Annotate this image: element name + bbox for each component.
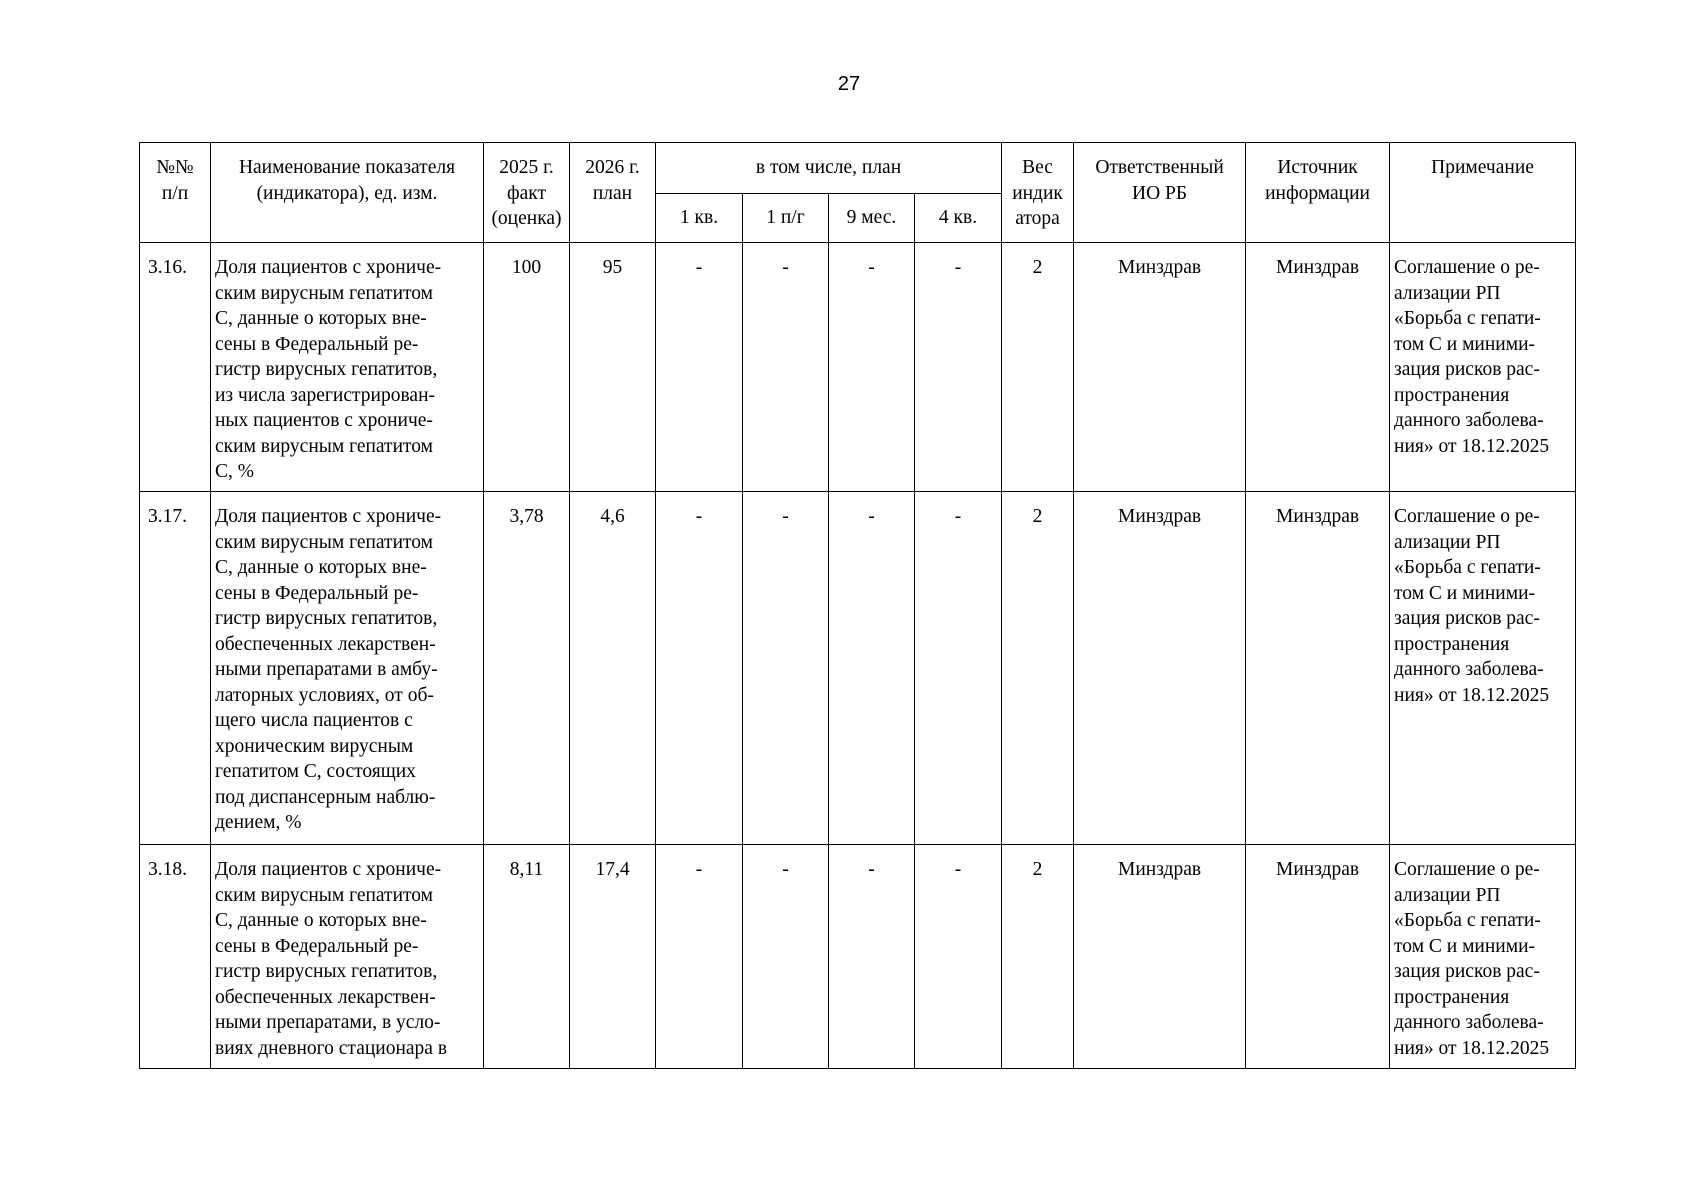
note-line: данного заболева-	[1394, 410, 1544, 431]
note-line: Соглашение о ре-	[1394, 859, 1540, 880]
q4-value: -	[915, 243, 1002, 492]
indicator-name	[211, 243, 484, 492]
note-line: «Борьба с гепати-	[1394, 557, 1541, 578]
header-2026-line: 2026 г.	[585, 157, 640, 178]
indicator-name-line: ским вирусным гепатитом	[215, 531, 433, 553]
indicator-name-line: ными препаратами в амбу-	[215, 659, 438, 680]
note-line: том С и миними-	[1394, 582, 1536, 604]
h1-value: -	[743, 845, 829, 1069]
header-note: Примечание	[1390, 143, 1576, 243]
responsible-value: Минздрав	[1074, 845, 1246, 1069]
header-indicator-name	[211, 143, 484, 243]
9m-value: -	[829, 845, 915, 1069]
indicator-name-line: С, данные о которых вне-	[215, 308, 427, 329]
header-9m: 9 мес.	[829, 194, 915, 243]
header-source	[1246, 143, 1390, 243]
note-line: данного заболева-	[1394, 1012, 1544, 1033]
source-value: Минздрав	[1246, 492, 1390, 845]
note-line: зация рисков рас-	[1394, 359, 1540, 380]
row-number: 3.16.	[140, 243, 211, 492]
fact-2025-value: 100	[484, 243, 570, 492]
q4-value: -	[915, 492, 1002, 845]
source-value: Минздрав	[1246, 845, 1390, 1069]
header-responsible-line: Ответственный	[1095, 157, 1224, 178]
indicator-name-line: обеспеченных лекарствен-	[215, 986, 436, 1008]
note-line: том С и миними-	[1394, 935, 1536, 957]
note-line: пространения	[1394, 633, 1510, 655]
indicator-name-line: ским вирусным гепатитом	[215, 435, 433, 457]
header-name-line: Наименование показателя	[238, 157, 456, 178]
note-line: Соглашение о ре-	[1394, 506, 1540, 527]
header-2025-line: (оценка)	[491, 208, 562, 229]
indicator-name-line: хроническим вирусным	[215, 735, 414, 757]
indicators-table	[139, 142, 1576, 1069]
note-line: том С и миними-	[1394, 333, 1536, 355]
note-line: зация рисков рас-	[1394, 608, 1540, 629]
header-source-line: Источник	[1277, 157, 1358, 178]
source-value: Минздрав	[1246, 243, 1390, 492]
indicator-name-line: гистр вирусных гепатитов,	[215, 359, 438, 380]
indicator-name-line: обеспеченных лекарствен-	[215, 633, 436, 655]
indicator-name-line: гистр вирусных гепатитов,	[215, 608, 438, 629]
indicator-name-line: С, %	[215, 461, 254, 482]
note-line: «Борьба с гепати-	[1394, 910, 1541, 931]
header-weight	[1002, 143, 1074, 243]
indicator-name-line: ским вирусным гепатитом	[215, 884, 433, 906]
indicator-name-line: Доля пациентов с хрониче-	[215, 506, 442, 527]
header-num	[140, 143, 211, 243]
q1-value: -	[656, 243, 743, 492]
note-line: ния» от 18.12.2025	[1394, 684, 1550, 706]
q1-value: -	[656, 845, 743, 1069]
indicator-name-line: Доля пациентов с хрониче-	[215, 257, 442, 278]
indicator-name	[211, 845, 484, 1069]
note-line: ния» от 18.12.2025	[1394, 1037, 1550, 1059]
indicator-name-line: ными препаратами, в усло-	[215, 1012, 441, 1033]
weight-value: 2	[1002, 492, 1074, 845]
note-line: ализации РП	[1394, 282, 1501, 304]
table-row	[140, 243, 1576, 492]
indicator-name-line: С, данные о которых вне-	[215, 557, 427, 578]
note-cell	[1390, 492, 1576, 845]
note-line: «Борьба с гепати-	[1394, 308, 1541, 329]
header-weight-line: атора	[1015, 208, 1060, 229]
indicator-name-line: виях дневного стационара в	[215, 1037, 448, 1059]
fact-2025-value: 8,11	[484, 845, 570, 1069]
indicator-name-line: гепатитом С, состоящих	[215, 761, 416, 782]
note-line: ализации РП	[1394, 884, 1501, 906]
header-2025-line: факт	[506, 182, 547, 204]
plan-2026-value: 95	[570, 243, 656, 492]
h1-value: -	[743, 243, 829, 492]
indicator-name	[211, 492, 484, 845]
plan-2026-value: 4,6	[570, 492, 656, 845]
weight-value: 2	[1002, 845, 1074, 1069]
header-plan-breakdown: в том числе, план	[656, 143, 1002, 194]
note-line: пространения	[1394, 986, 1510, 1008]
page-number: 27	[837, 73, 861, 95]
header-weight-line: Вес	[1022, 157, 1053, 178]
indicator-name-line: Доля пациентов с хрониче-	[215, 859, 442, 880]
indicator-name-line: под диспансерным наблю-	[215, 786, 436, 808]
header-fact-2025	[484, 143, 570, 243]
indicator-name-line: щего числа пациентов с	[215, 710, 413, 731]
header-q4: 4 кв.	[915, 194, 1002, 243]
indicator-name-line: сены в Федеральный ре-	[215, 935, 419, 957]
note-cell	[1390, 845, 1576, 1069]
h1-value: -	[743, 492, 829, 845]
9m-value: -	[829, 243, 915, 492]
header-h1: 1 п/г	[743, 194, 829, 243]
header-responsible-line: ИО РБ	[1132, 182, 1188, 204]
indicator-name-line: латорных условиях, от об-	[215, 684, 434, 706]
header-num-line: п/п	[161, 182, 189, 204]
indicator-name-line: С, данные о которых вне-	[215, 910, 427, 931]
header-2025-line: 2025 г.	[499, 157, 554, 178]
note-line: ализации РП	[1394, 531, 1501, 553]
q1-value: -	[656, 492, 743, 845]
note-line: зация рисков рас-	[1394, 961, 1540, 982]
indicator-name-line: из числа зарегистрирован-	[215, 384, 436, 406]
indicator-name-line: гистр вирусных гепатитов,	[215, 961, 438, 982]
note-line: ния» от 18.12.2025	[1394, 435, 1550, 457]
indicator-name-line: дением, %	[215, 812, 302, 833]
row-number: 3.17.	[140, 492, 211, 845]
header-q1: 1 кв.	[656, 194, 743, 243]
header-source-line: информации	[1265, 182, 1370, 204]
note-line: Соглашение о ре-	[1394, 257, 1540, 278]
table-row	[140, 845, 1576, 1069]
header-2026-line: план	[592, 182, 633, 204]
header-responsible	[1074, 143, 1246, 243]
indicator-name-line: сены в Федеральный ре-	[215, 582, 419, 604]
responsible-value: Минздрав	[1074, 243, 1246, 492]
indicator-name-line: ским вирусным гепатитом	[215, 282, 433, 304]
header-plan-2026	[570, 143, 656, 243]
row-number: 3.18.	[140, 845, 211, 1069]
indicator-name-line: ных пациентов с хрониче-	[215, 410, 433, 431]
header-weight-line: индик	[1012, 182, 1063, 204]
table-row	[140, 492, 1576, 845]
9m-value: -	[829, 492, 915, 845]
weight-value: 2	[1002, 243, 1074, 492]
header-name-line: (индикатора), ед. изм.	[256, 182, 438, 204]
note-line: данного заболева-	[1394, 659, 1544, 680]
responsible-value: Минздрав	[1074, 492, 1246, 845]
plan-2026-value: 17,4	[570, 845, 656, 1069]
note-line: пространения	[1394, 384, 1510, 406]
indicator-name-line: сены в Федеральный ре-	[215, 333, 419, 355]
fact-2025-value: 3,78	[484, 492, 570, 845]
q4-value: -	[915, 845, 1002, 1069]
note-cell	[1390, 243, 1576, 492]
header-num-line: №№	[156, 157, 194, 178]
